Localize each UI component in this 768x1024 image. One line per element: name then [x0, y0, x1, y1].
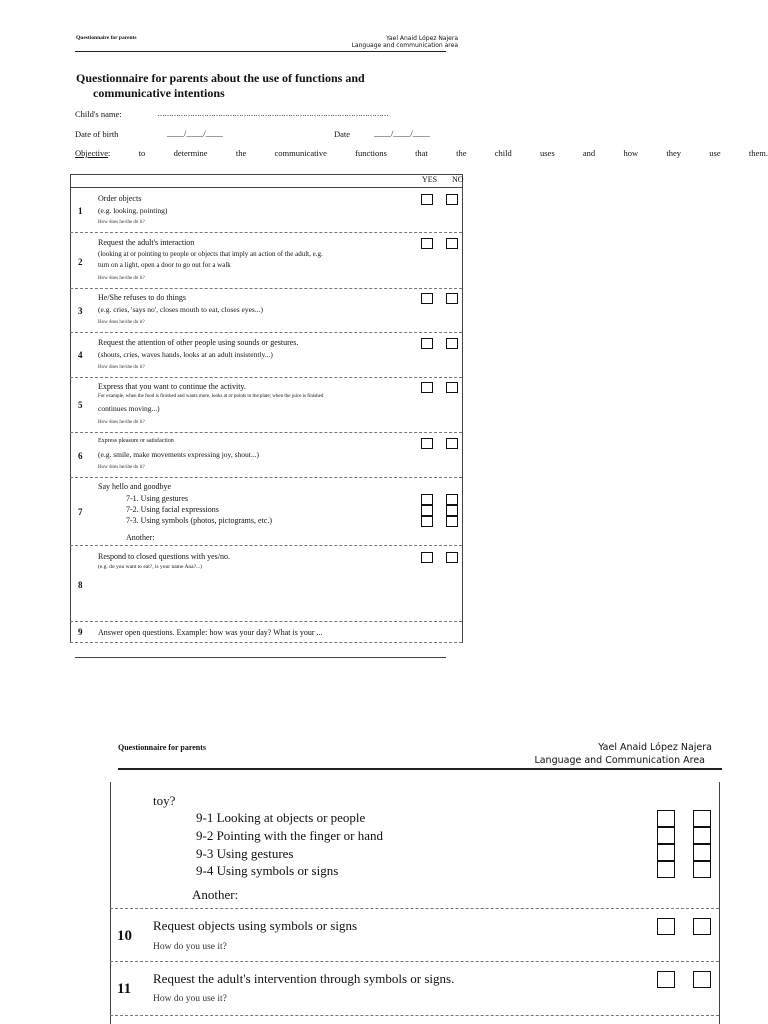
row-title: Request the attention of other people using sounds or gestures.: [98, 338, 299, 347]
no-checkbox[interactable]: [693, 844, 711, 861]
objective-row: Objective: to determine the communicative functions that the child uses and how they use them.: [75, 148, 768, 158]
yes-checkbox[interactable]: [657, 971, 675, 988]
yes-checkbox[interactable]: [421, 505, 433, 516]
yes-checkbox[interactable]: [421, 238, 433, 249]
row-sub-item: 9-1 Looking at objects or people: [196, 810, 366, 825]
no-checkbox[interactable]: [446, 293, 458, 304]
footer-rule: [75, 657, 446, 658]
yes-checkbox[interactable]: [657, 918, 675, 935]
row-detail: (looking at or pointing to people or objects that imply an action of the adult, e.g.: [98, 250, 323, 258]
yes-checkbox[interactable]: [421, 438, 433, 449]
row-how: How do you use it?: [153, 942, 227, 952]
yes-checkbox[interactable]: [421, 382, 433, 393]
row-title: Order objects: [98, 194, 142, 203]
row-sub-item: 9-2 Pointing with the finger or hand: [196, 828, 384, 843]
row-number: 5: [78, 400, 83, 410]
row-another: Another:: [126, 533, 155, 542]
header-area: Language and communication area: [351, 42, 458, 49]
row-detail: (e.g. looking, pointing): [98, 206, 168, 215]
row-number: 4: [78, 350, 83, 360]
row-title: Respond to closed questions with yes/no.: [98, 552, 230, 561]
row-number: 6: [78, 451, 83, 461]
row-detail: (shouts, cries, waves hands, looks at an adult insistently...): [98, 350, 273, 359]
row-sub-item: 7-3. Using symbols (photos, pictograms, etc.): [126, 516, 272, 525]
header-left: Questionnaire for parents: [76, 35, 137, 41]
date-field[interactable]: ____/____/____: [374, 128, 430, 138]
row-another: Another:: [192, 887, 239, 902]
yes-checkbox[interactable]: [657, 810, 675, 827]
dob-label: Date of birth: [75, 129, 119, 139]
no-checkbox[interactable]: [446, 238, 458, 249]
row-detail: (e.g. do you want to eat?, is your name Ana?...): [98, 564, 203, 570]
page2-header-left: Questionnaire for parents: [118, 743, 207, 752]
row-title: Answer open questions. Example: how was your day? What is your ...: [98, 628, 323, 637]
row-number: 10: [117, 928, 132, 944]
row-title: Request the adult's intervention through symbols or signs.: [153, 971, 455, 986]
row-detail-2: continues moving...): [98, 404, 160, 413]
row-number: 7: [78, 507, 83, 517]
row-how: How does he/she do it?: [98, 320, 145, 325]
date-label: Date: [334, 129, 351, 139]
row-sub-item: 9-3 Using gestures: [196, 846, 294, 861]
row-sub-item: 9-4 Using symbols or signs: [196, 863, 339, 878]
row-detail: (e.g. smile, make movements expressing joy, shout...): [98, 450, 259, 459]
row-sub-item: 7-2. Using facial expressions: [126, 505, 219, 514]
no-checkbox[interactable]: [446, 438, 458, 449]
yes-column-header: YES: [422, 175, 438, 184]
row-how: How does he/she do it?: [98, 220, 145, 225]
row-number: 9: [78, 627, 83, 637]
no-checkbox[interactable]: [446, 505, 458, 516]
objective-label-group: Objective:: [75, 148, 111, 158]
yes-checkbox[interactable]: [657, 861, 675, 878]
row-how: How does he/she do it?: [98, 365, 145, 370]
row-how: How does he/she do it?: [98, 420, 145, 425]
yes-checkbox[interactable]: [421, 338, 433, 349]
row-detail-2: turn on a light, open a door to go out for a walk: [98, 261, 231, 269]
yes-checkbox[interactable]: [421, 194, 433, 205]
no-column-header: NO: [452, 175, 464, 184]
no-checkbox[interactable]: [446, 382, 458, 393]
no-checkbox[interactable]: [693, 827, 711, 844]
row-title: Express that you want to continue the activity.: [98, 382, 246, 391]
row-how: How does he/she do it?: [98, 276, 145, 281]
row-number: 1: [78, 206, 83, 216]
no-checkbox[interactable]: [446, 338, 458, 349]
row-title: Request objects using symbols or signs: [153, 918, 358, 933]
no-checkbox[interactable]: [693, 861, 711, 878]
yes-checkbox[interactable]: [657, 827, 675, 844]
row-number: 8: [78, 580, 83, 590]
no-checkbox[interactable]: [446, 552, 458, 563]
no-checkbox[interactable]: [693, 810, 711, 827]
header-author: Yael Anaid López Najera: [386, 35, 458, 42]
no-checkbox[interactable]: [446, 494, 458, 505]
yes-checkbox[interactable]: [421, 516, 433, 527]
row-how: How do you use it?: [153, 994, 227, 1004]
row-continuation: toy?: [153, 793, 176, 808]
header-rule: [75, 51, 446, 52]
row-number: 11: [117, 981, 132, 997]
yes-checkbox[interactable]: [657, 844, 675, 861]
page2-header-rule: [118, 768, 722, 770]
yes-checkbox[interactable]: [421, 494, 433, 505]
no-checkbox[interactable]: [446, 516, 458, 527]
page2-header-area: Language and Communication Area: [534, 755, 705, 766]
row-sub-item: 7-1. Using gestures: [126, 494, 188, 503]
row-number: 3: [78, 306, 83, 316]
row-title: He/She refuses to do things: [98, 293, 186, 302]
row-detail: For example, when the food is finished and wants more, looks at or points to the plate; when the juice is finished: [98, 394, 324, 399]
objective-label: Objective: [75, 148, 109, 158]
row-number: 2: [78, 257, 83, 267]
row-title: Express pleasure or satisfaction: [98, 438, 174, 444]
yes-checkbox[interactable]: [421, 552, 433, 563]
child-name-field[interactable]: ………………………………………………………………………………………: [157, 109, 388, 118]
child-name-label: Child's name:: [75, 109, 122, 119]
row-title: Say hello and goodbye: [98, 482, 172, 491]
page2-header-author: Yael Anaid López Najera: [598, 742, 712, 753]
yes-checkbox[interactable]: [421, 293, 433, 304]
page-title: Questionnaire for parents about the use of functions and: [76, 71, 365, 85]
no-checkbox[interactable]: [693, 918, 711, 935]
row-detail: (e.g. cries, 'says no', closes mouth to eat, closes eyes...): [98, 305, 263, 314]
no-checkbox[interactable]: [446, 194, 458, 205]
row-how: How does he/she do it?: [98, 465, 145, 470]
page-title-line2: communicative intentions: [93, 86, 225, 100]
dob-field[interactable]: ____/____/____: [167, 128, 223, 138]
no-checkbox[interactable]: [693, 971, 711, 988]
row-title: Request the adult's interaction: [98, 238, 195, 247]
